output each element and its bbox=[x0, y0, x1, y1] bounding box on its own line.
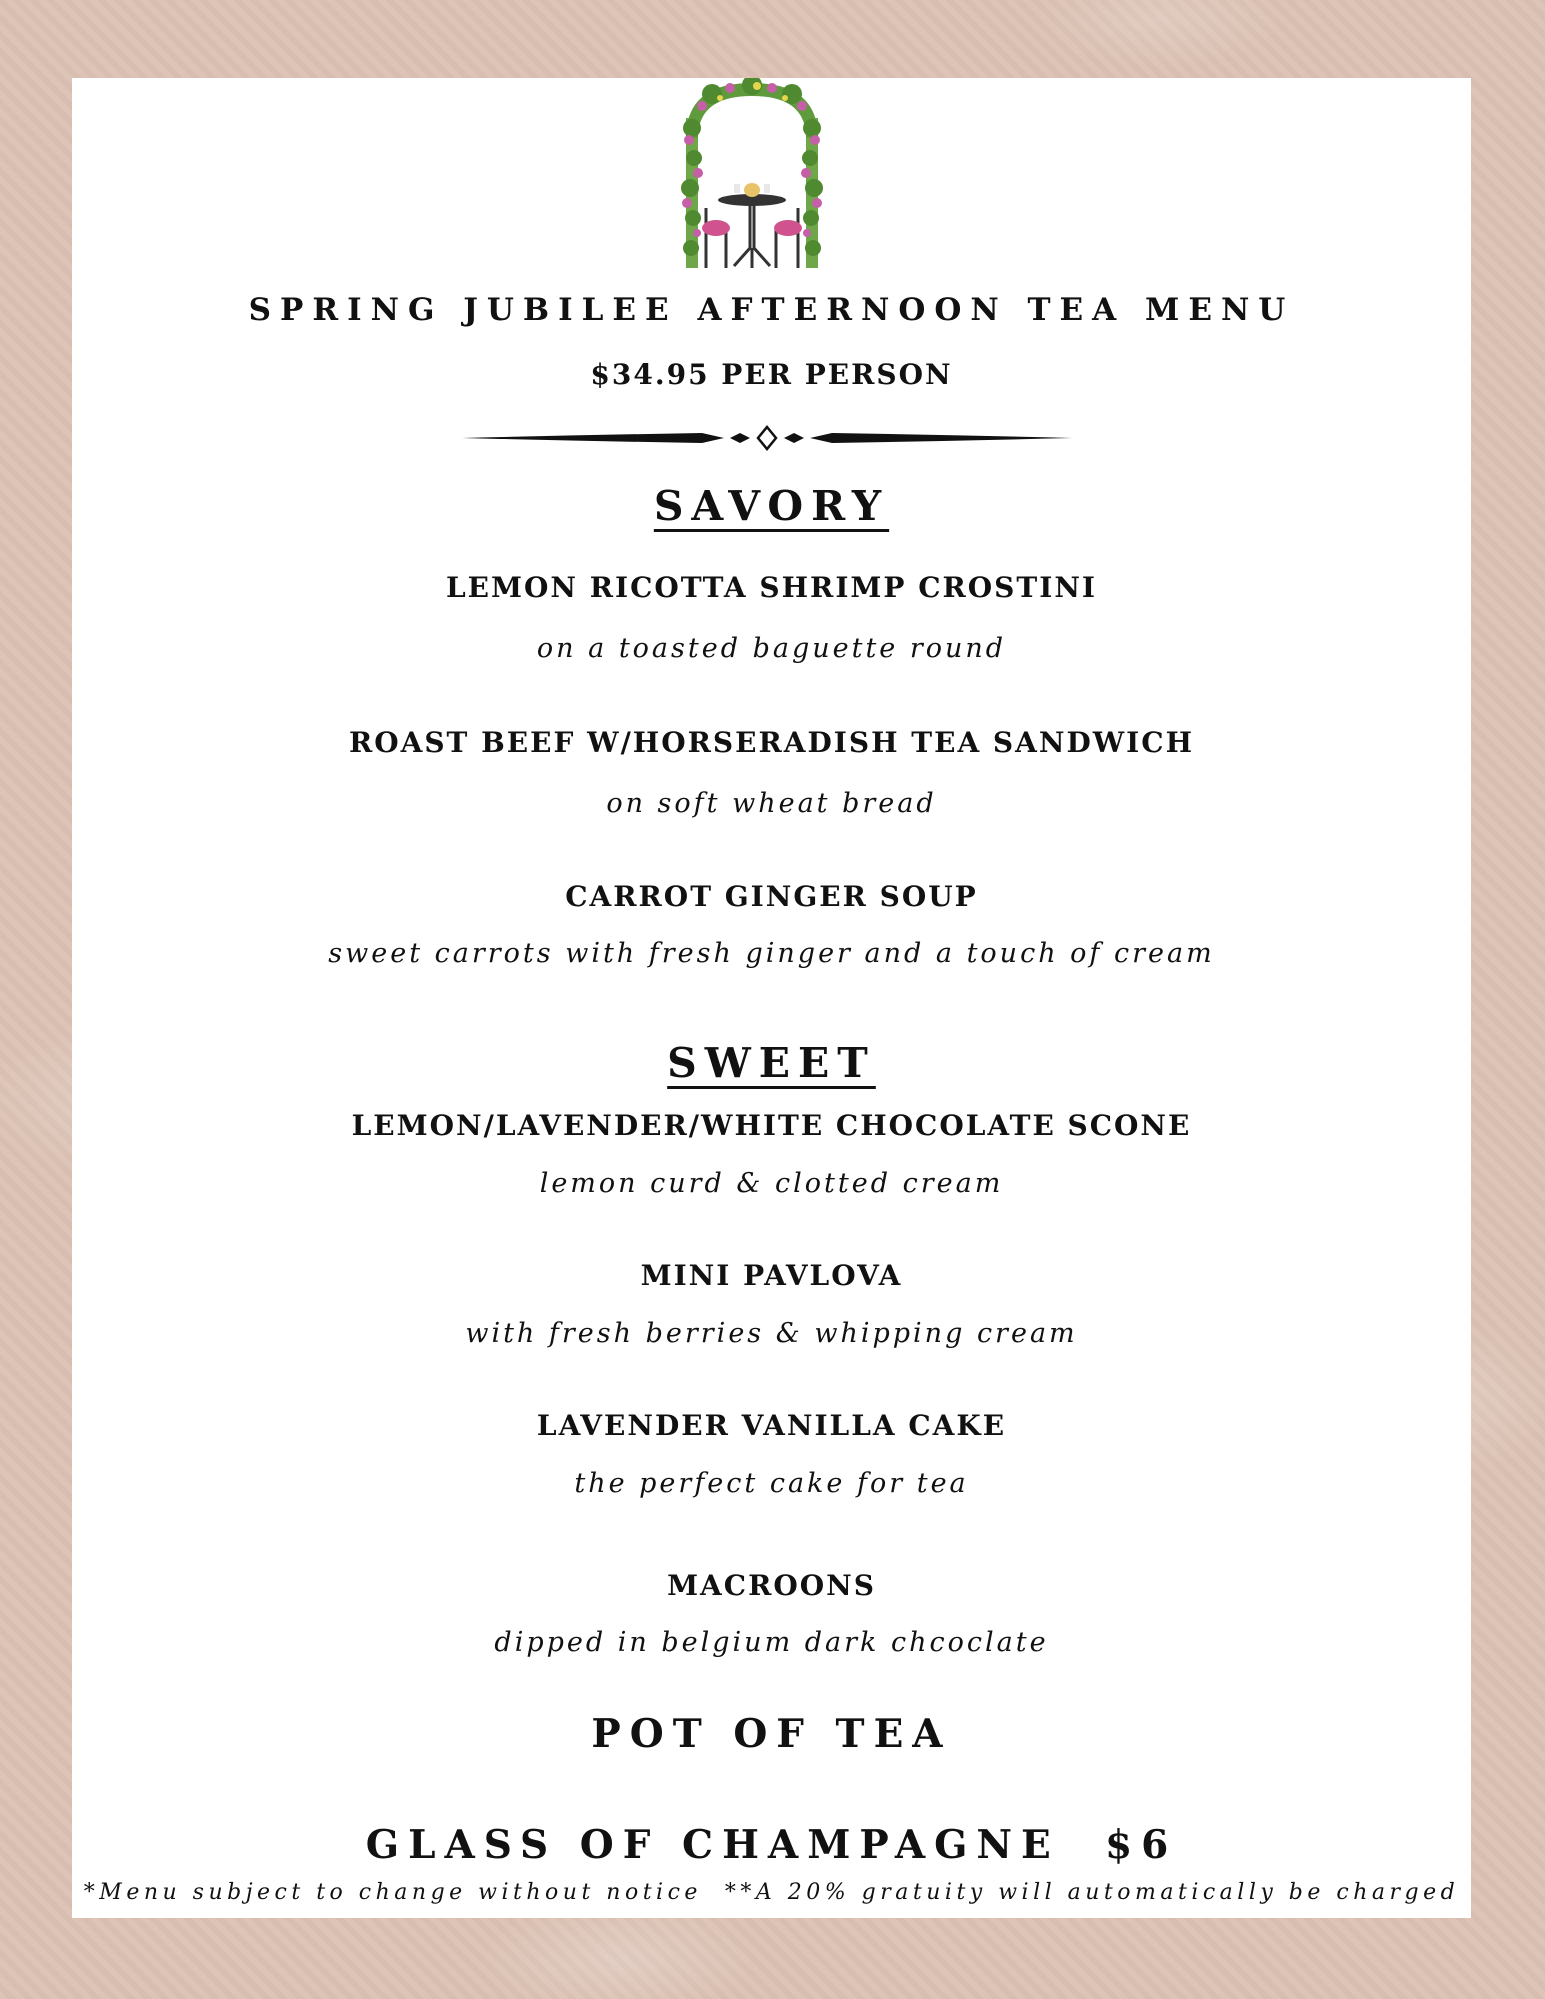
menu-item-description: on a toasted baguette round bbox=[536, 633, 1007, 664]
footer-disclaimer: *Menu subject to change without notice **A 20% gratuity will automatically be charged bbox=[83, 1880, 1460, 1905]
menu-item-name: CARROT GINGER SOUP bbox=[565, 880, 978, 913]
menu-item-name: LEMON/LAVENDER/WHITE CHOCOLATE SCONE bbox=[351, 1109, 1192, 1142]
menu-item-description: sweet carrots with fresh ginger and a touch of cream bbox=[328, 938, 1215, 969]
section-heading-sweet: SWEET bbox=[667, 1039, 876, 1087]
section-heading-savory: SAVORY bbox=[653, 482, 890, 530]
menu-item-name: MACROONS bbox=[667, 1569, 876, 1602]
menu-item-description: the perfect cake for tea bbox=[574, 1468, 969, 1499]
menu-item-name: MINI PAVLOVA bbox=[640, 1259, 903, 1292]
menu-item-name: ROAST BEEF W/HORSERADISH TEA SANDWICH bbox=[348, 726, 1195, 759]
pot-of-tea-heading: POT OF TEA bbox=[591, 1711, 952, 1757]
menu-item-name: LEMON RICOTTA SHRIMP CROSTINI bbox=[445, 571, 1098, 604]
menu-item-description: with fresh berries & whipping cream bbox=[465, 1318, 1078, 1349]
menu-title: SPRING JUBILEE AFTERNOON TEA MENU bbox=[248, 292, 1295, 328]
garden-arch-tea-table-illustration bbox=[672, 78, 832, 278]
champagne-offer: GLASS OF CHAMPAGNE $6 bbox=[365, 1822, 1178, 1868]
price-per-person: $34.95 PER PERSON bbox=[590, 358, 953, 391]
menu-page bbox=[72, 78, 1471, 1918]
menu-item-name: LAVENDER VANILLA CAKE bbox=[536, 1409, 1007, 1442]
menu-item-description: on soft wheat bread bbox=[606, 788, 937, 819]
ornamental-divider bbox=[462, 423, 1072, 453]
menu-item-description: dipped in belgium dark chcoclate bbox=[494, 1627, 1049, 1658]
menu-item-description: lemon curd & clotted cream bbox=[539, 1168, 1004, 1199]
